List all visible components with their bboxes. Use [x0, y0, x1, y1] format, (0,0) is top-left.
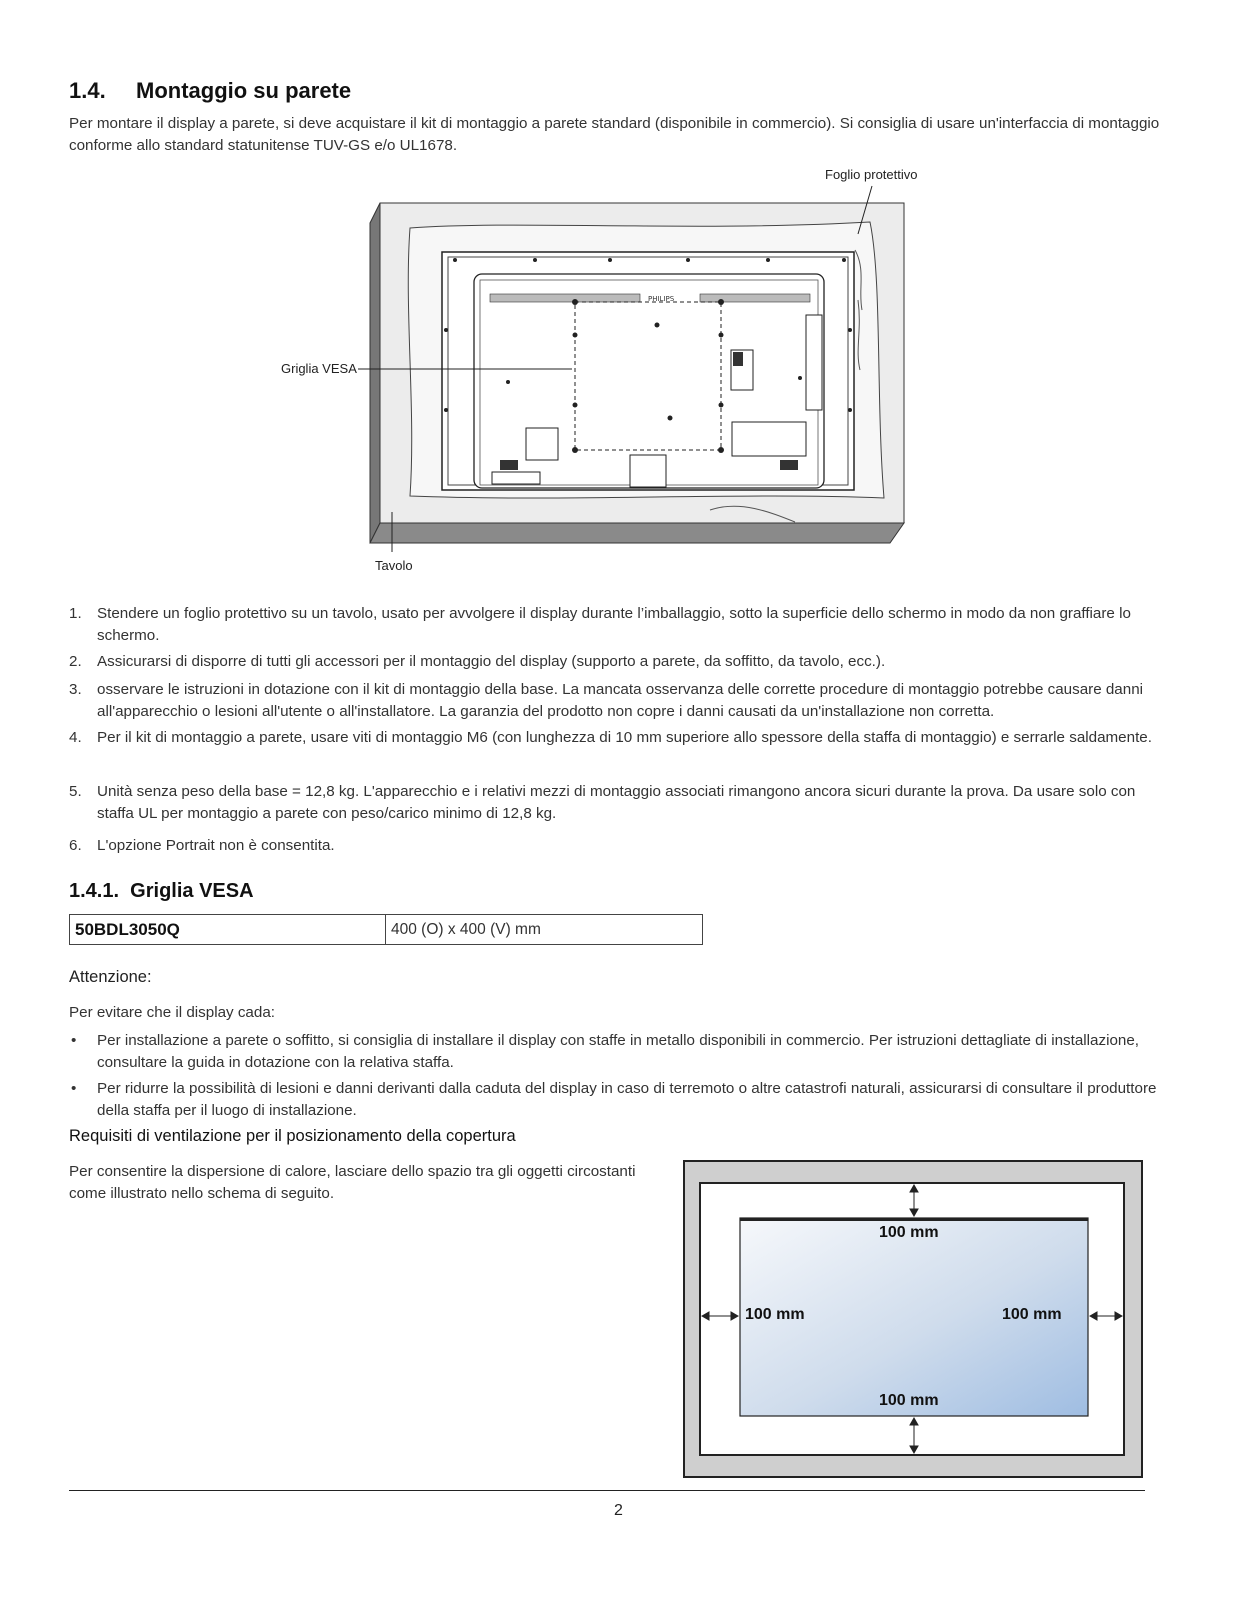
attention-lead: Per evitare che il display cada:: [69, 1004, 275, 1021]
vesa-value-cell: 400 (O) x 400 (V) mm: [386, 915, 703, 945]
intro-paragraph: Per montare il display a parete, si deve acquistare il kit di montaggio a parete standard (disponibile in commercio). Si consiglia di usare un'interfaccia di montaggio conforme allo standard statunitense TUV-GS e/o UL1678.: [69, 115, 1160, 154]
section-number: 1.4.: [69, 78, 106, 103]
subsection-title-text: Griglia VESA: [130, 880, 254, 902]
brand-mark: PHILIPS: [648, 295, 675, 303]
list-item: 4. Per il kit di montaggio a parete, usare viti di montaggio M6 (con lunghezza di 10 mm superiore allo spessore della staffa di montaggio) e serrarle saldamente.: [69, 729, 1152, 746]
list-item: 6. L'opzione Portrait non è consentita.: [69, 837, 335, 854]
ventilation-diagram: [683, 1160, 1143, 1478]
subsection-number: 1.4.1.: [69, 880, 120, 902]
section-title: [69, 78, 351, 104]
bullet-icon: •: [71, 1080, 77, 1097]
list-item: 1. Stendere un foglio protettivo su un tavolo, usato per avvolgere il display durante l’imballaggio, sotto la superficie dello schermo in modo da non graffiare lo schermo.: [69, 605, 1131, 644]
list-item: 2. Assicurarsi di disporre di tutti gli accessori per il montaggio del display (supporto a parete, da soffitto, da tavolo, ecc.).: [69, 653, 886, 670]
table-label: Tavolo: [375, 558, 413, 573]
vesa-grid-label: Griglia VESA: [281, 361, 357, 376]
vesa-table: [69, 914, 703, 945]
display-on-table-illustration: [270, 160, 970, 580]
attention-title: Attenzione:: [69, 968, 152, 986]
page-number: 2: [614, 1502, 623, 1519]
list-item: 5. Unità senza peso della base = 12,8 kg. L'apparecchio e i relativi mezzi di montaggio associati rimangono ancora sicuri durante la prova. Da usare solo con staffa UL per montaggio a parete con peso/carico minimo di 12,8 kg.: [69, 783, 1136, 822]
list-item: • Per installazione a parete o soffitto, si consiglia di installare il display con staffe in metallo disponibili in commercio. Per istruzioni dettagliate di installazione, consultare la guida in dotazione con la relativa staffa.: [71, 1032, 1140, 1071]
list-item: 3. osservare le istruzioni in dotazione con il kit di montaggio della base. La mancata osservanza delle corrette procedure di montaggio potrebbe causare danni all'apparecchio o lesioni all'utente o all'installatore. La garanzia del prodotto non copre i danni causati da un'installazione non corretta.: [69, 681, 1144, 720]
bullet-icon: •: [71, 1032, 77, 1049]
subsection-title: [69, 880, 254, 903]
footer-divider: [69, 1490, 1145, 1491]
section-title-text: Montaggio su parete: [136, 78, 352, 103]
table-row: [70, 915, 703, 945]
vesa-model-cell: 50BDL3050Q: [70, 915, 386, 945]
protective-sheet-label: Foglio protettivo: [825, 167, 918, 182]
ventilation-text: Per consentire la dispersione di calore, lasciare dello spazio tra gli oggetti circostanti come illustrato nello schema di seguito.: [69, 1163, 636, 1202]
clearance-left-label: 100 mm: [745, 1306, 805, 1323]
list-item: • Per ridurre la possibilità di lesioni e danni derivanti dalla caduta del display in caso di terremoto o altre catastrofi naturali, assicurarsi di consultare il produttore della staffa per il luogo di installazione.: [71, 1080, 1157, 1119]
clearance-bottom-label: 100 mm: [879, 1392, 939, 1409]
wall-mount-figure: [270, 160, 970, 580]
clearance-right-label: 100 mm: [1002, 1306, 1062, 1323]
clearance-top-label: 100 mm: [879, 1224, 939, 1241]
ventilation-title: Requisiti di ventilazione per il posizionamento della copertura: [69, 1127, 516, 1145]
